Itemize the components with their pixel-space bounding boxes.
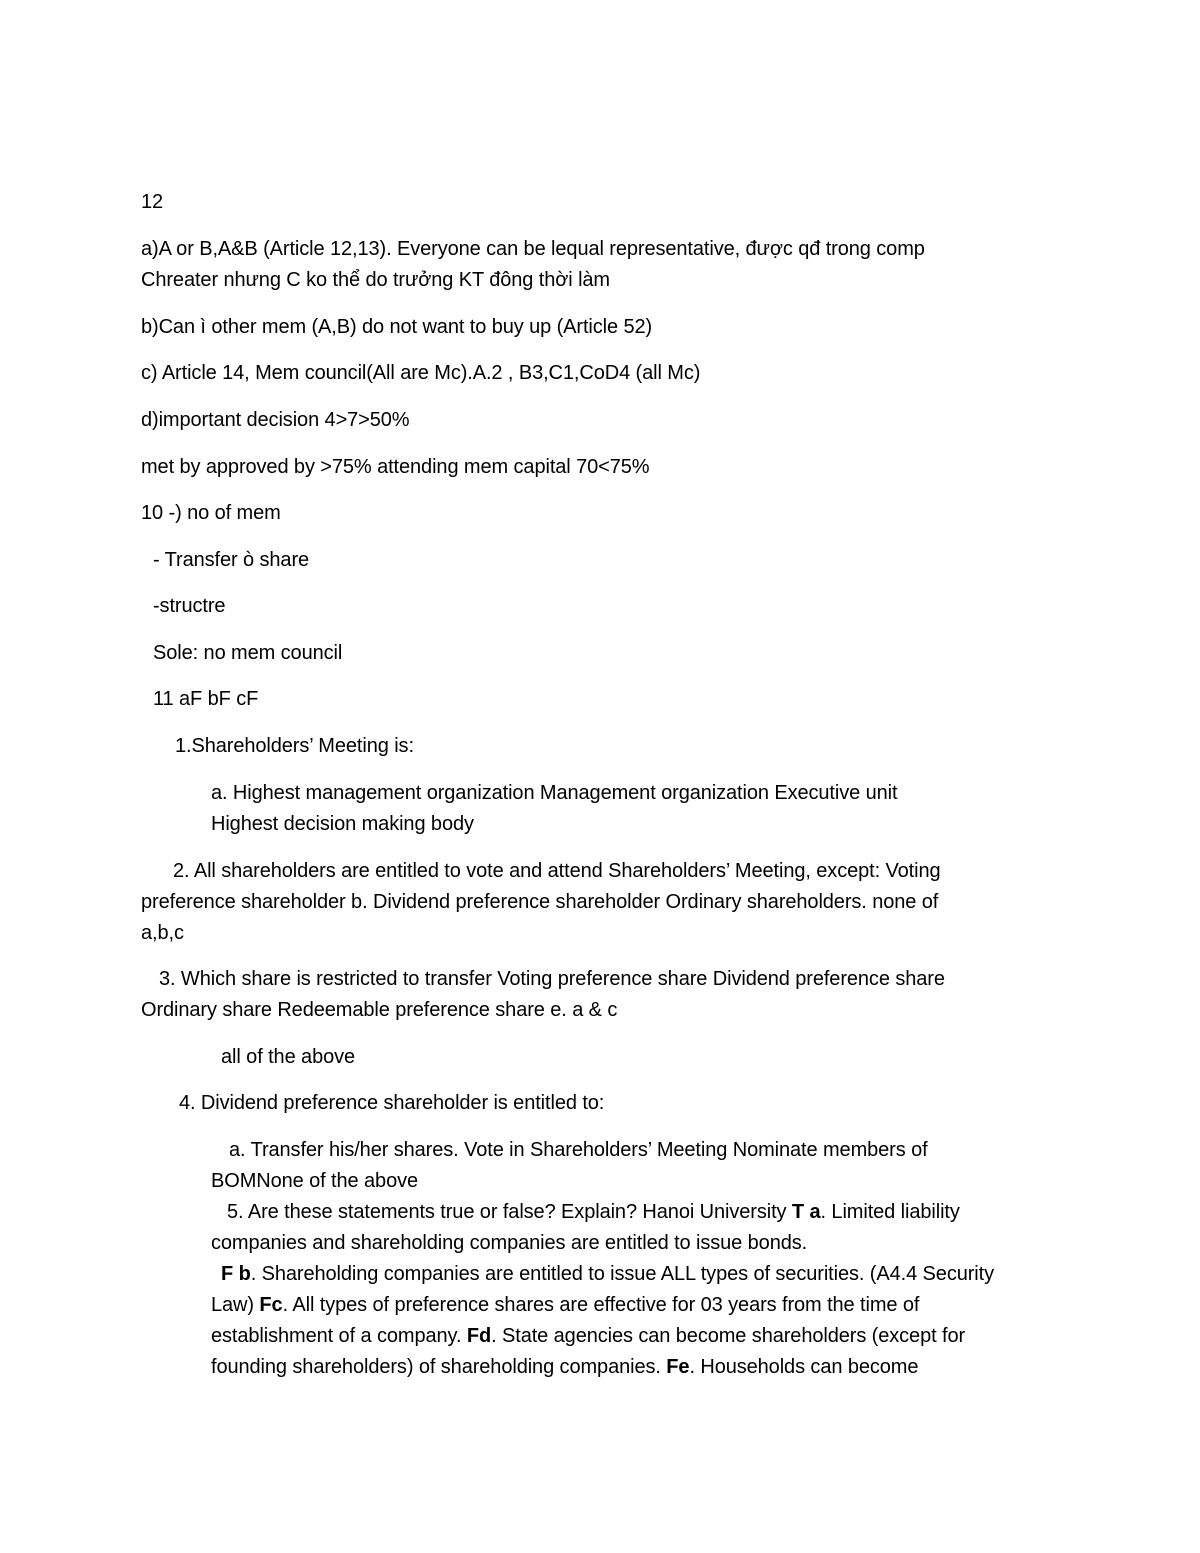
answer-b: b)Can ì other mem (A,B) do not want to buy up (Article 52) xyxy=(141,316,653,338)
question-4-options-line-1: a. Transfer his/her shares. Vote in Shareholders’ Meeting Nominate members of xyxy=(229,1139,928,1161)
question-5-line-5 xyxy=(211,1321,965,1352)
answer-d: d)important decision 4>7>50% xyxy=(141,409,410,431)
question-2-line-2: preference shareholder b. Dividend preference shareholder Ordinary shareholders. none of xyxy=(141,891,939,913)
statement-d: . State agencies can become shareholders (except for xyxy=(491,1325,966,1347)
question-2-line-1: 2. All shareholders are entitled to vote and attend Shareholders’ Meeting, except: Voting xyxy=(173,860,941,882)
statement-b-end: Law) xyxy=(211,1294,260,1316)
question-3-line-3: all of the above xyxy=(221,1046,356,1068)
question-1: 1.Shareholders’ Meeting is: xyxy=(175,735,414,757)
statement-d-end: founding shareholders) of shareholding companies. xyxy=(211,1356,667,1378)
question-5-line-1 xyxy=(227,1197,960,1228)
heading-number: 12 xyxy=(141,191,164,213)
question-5-line-2: companies and shareholding companies are entitled to issue bonds. xyxy=(211,1232,808,1254)
question-3-line-2: Ordinary share Redeemable preference share e. a & c xyxy=(141,999,618,1021)
question-3-line-1: 3. Which share is restricted to transfer Voting preference share Dividend preference share xyxy=(159,968,945,990)
answer-eleven: 11 aF bF cF xyxy=(153,688,259,710)
structure-line: -structre xyxy=(153,595,226,617)
answer-a-line-1: a)A or B,A&B (Article 12,13). Everyone can be lequal representative, được qđ trong comp xyxy=(141,238,925,260)
statement-a-start: . Limited liability xyxy=(820,1201,960,1223)
met-line: met by approved by >75% attending mem capital 70<75% xyxy=(141,456,650,478)
question-2-line-3: a,b,c xyxy=(141,922,184,944)
answer-false-b: F b xyxy=(221,1263,251,1285)
statement-b: . Shareholding companies are entitled to issue ALL types of securities. (A4.4 Security xyxy=(250,1263,994,1285)
answer-false-e: Fe xyxy=(666,1356,690,1378)
question-5-prompt: 5. Are these statements true or false? Explain? Hanoi University xyxy=(227,1201,792,1223)
statement-e: . Households can become xyxy=(689,1356,919,1378)
answer-false-d: Fd xyxy=(466,1325,492,1347)
transfer-line: - Transfer ò share xyxy=(153,549,310,571)
answer-true-a: T a xyxy=(791,1201,821,1223)
statement-c-end: establishment of a company. xyxy=(211,1325,467,1347)
sole-line: Sole: no mem council xyxy=(153,642,343,664)
question-1-options-line-1: a. Highest management organization Management organization Executive unit xyxy=(211,782,898,804)
question-4-options-line-2: BOMNone of the above xyxy=(211,1170,419,1192)
answer-false-c: Fc xyxy=(259,1294,283,1316)
question-1-options-line-2: Highest decision making body xyxy=(211,813,474,835)
statement-c: . All types of preference shares are effective for 03 years from the time of xyxy=(282,1294,920,1316)
question-5-line-4 xyxy=(211,1290,919,1321)
answer-a-line-2: Chreater nhưng C ko thể do trưởng KT đông thời làm xyxy=(141,269,610,291)
question-4: 4. Dividend preference shareholder is entitled to: xyxy=(179,1092,605,1114)
question-5-line-6 xyxy=(211,1352,918,1383)
answer-ten: 10 -) no of mem xyxy=(141,502,281,524)
question-5-line-3 xyxy=(221,1259,994,1290)
answer-c: c) Article 14, Mem council(All are Mc).A.2 , B3,C1,CoD4 (all Mc) xyxy=(141,362,701,384)
